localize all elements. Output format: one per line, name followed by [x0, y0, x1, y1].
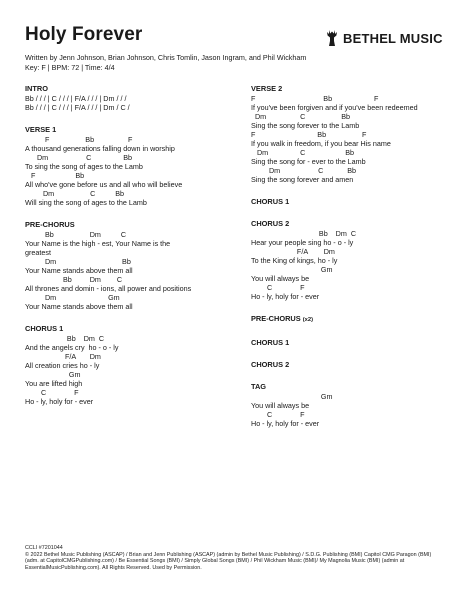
lyric-chord-line: Sing the song forever to the Lamb	[251, 121, 360, 130]
lyric-chord-line: Gm	[251, 265, 333, 274]
section-title	[25, 324, 240, 333]
section-title	[25, 84, 240, 93]
section-title	[251, 382, 466, 391]
song-section	[251, 360, 466, 369]
section-title-text: VERSE 1	[25, 125, 57, 134]
lyric-chord-line: To sing the song of ages to the Lamb	[25, 162, 143, 171]
lyric-chord-line: If you've been forgiven and if you've been redeemed	[251, 103, 418, 112]
lyric-chord-line: Your Name stands above them all	[25, 266, 133, 275]
lyric-chord-line: Dm C Bb	[251, 148, 355, 157]
lyric-chord-line: Dm Bb	[25, 257, 131, 266]
lyric-chord-line: Gm	[251, 392, 333, 401]
lyric-chord-line: F/A Dm	[25, 352, 101, 361]
lyric-chord-line: Bb / / / | C / / / | F/A / / / | Dm / / /	[25, 94, 127, 103]
section-title-text: VERSE 2	[251, 84, 283, 93]
section-title	[251, 219, 466, 228]
lyric-chord-line: Hear your people sing ho - o - ly	[251, 238, 354, 247]
lyric-chord-line: F Bb F	[251, 130, 367, 139]
lyric-chord-line: Will sing the song of ages to the Lamb	[25, 198, 147, 207]
lyric-chord-line: Sing the song for - ever to the Lamb	[251, 157, 366, 166]
left-column	[25, 84, 240, 419]
lyric-chord-line: All creation cries ho - ly	[25, 361, 100, 370]
section-title	[25, 125, 240, 134]
section-title	[251, 338, 466, 347]
section-title	[251, 84, 466, 93]
copyright-line: EssentialMusicPublishing.com). All Rights Reserved. Used by Permission.	[25, 564, 202, 571]
lyric-chord-line: Sing the song forever and amen	[251, 175, 354, 184]
bethel-music-logo	[325, 29, 443, 47]
brand-name: BETHEL MUSIC	[343, 30, 443, 46]
lyric-chord-line: Dm C Bb	[251, 112, 351, 121]
song-section	[25, 220, 240, 311]
right-column	[251, 84, 466, 441]
section-title	[251, 314, 466, 325]
lyric-chord-line: Bb Dm C	[25, 230, 127, 239]
section-title-text: PRE-CHORUS	[251, 314, 301, 323]
lyric-chord-line: Your Name is the high - est, Your Name is the	[25, 239, 171, 248]
key-bpm-time: Key: F | BPM: 72 | Time: 4/4	[25, 63, 115, 72]
lyric-chord-line: F Bb	[25, 171, 85, 180]
deer-antler-icon	[325, 29, 339, 47]
section-title-text: CHORUS 1	[251, 338, 290, 347]
song-section	[251, 338, 466, 347]
lyric-chord-line: Bb / / / | C / / / | F/A / / / | Dm / C /	[25, 103, 130, 112]
lyric-chord-line: Bb Dm C	[25, 275, 123, 284]
section-title-text: PRE-CHORUS	[25, 220, 75, 229]
section-title-text: CHORUS 2	[251, 219, 290, 228]
writers-credit: Written by Jenn Johnson, Brian Johnson, Chris Tomlin, Jason Ingram, and Phil Wickham	[25, 53, 307, 62]
lyric-chord-line: A thousand generations falling down in worship	[25, 144, 175, 153]
lyric-chord-line: Bb Dm C	[25, 334, 105, 343]
lyric-chord-line: To the King of kings, ho - ly	[251, 256, 338, 265]
song-section	[251, 314, 466, 325]
lyric-chord-line: You will always be	[251, 401, 310, 410]
lyric-chord-line: Bb Dm C	[251, 229, 357, 238]
lyric-chord-line: C F	[251, 410, 305, 419]
lyric-chord-line: You are lifted high	[25, 379, 83, 388]
lyric-chord-line: And the angels cry ho - o - ly	[25, 343, 119, 352]
lyric-chord-line: Gm	[25, 370, 81, 379]
song-section	[25, 84, 240, 112]
song-section	[251, 197, 466, 206]
lyric-chord-line: Dm C Bb	[25, 153, 133, 162]
lyric-chord-line: All thrones and domin - ions, all power and positions	[25, 284, 192, 293]
section-title-text: CHORUS 1	[251, 197, 290, 206]
lyric-chord-line: F Bb F	[251, 94, 379, 103]
lyric-chord-line: greatest	[25, 248, 51, 257]
song-section	[251, 219, 466, 301]
copyright-line: (adm. at CapitolCMGPublishing.com) / Be Essential Songs (BMI) / Simply Global Songs (BMI) / Phil Wickham Music (BMI)/ My Magnolia Music (BMI) (admin at	[25, 558, 405, 565]
lyric-chord-line: Your Name stands above them all	[25, 302, 133, 311]
lyric-chord-line: Ho - ly, holy for - ever	[251, 292, 320, 301]
song-section	[25, 125, 240, 207]
song-section	[25, 324, 240, 406]
copyright-line: © 2022 Bethel Music Publishing (ASCAP) / Brian and Jenn Publishing (ASCAP) (admin by Bethel Music Publishing) / S.D.G. Publishing (BMI) Capitol CMG Paragon (BMI)	[25, 551, 432, 558]
song-section	[251, 382, 466, 428]
copyright-footer	[25, 545, 455, 571]
section-title-text: INTRO	[25, 84, 48, 93]
section-title	[251, 360, 466, 369]
section-title	[25, 220, 240, 229]
section-title-text: CHORUS 2	[251, 360, 290, 369]
section-repeat-marker: (x2)	[302, 317, 314, 323]
song-section	[251, 84, 466, 184]
lyric-chord-line: Ho - ly, holy for - ever	[25, 397, 94, 406]
ccli-number: CCLI #7201044	[25, 545, 63, 551]
lyric-chord-line: C F	[251, 283, 305, 292]
song-title: Holy Forever	[25, 24, 143, 45]
section-title	[251, 197, 466, 206]
lyric-chord-line: Dm Gm	[25, 293, 120, 302]
section-title-text: CHORUS 1	[25, 324, 64, 333]
lyric-chord-line: F Bb F	[25, 135, 133, 144]
lyric-chord-line: C F	[25, 388, 79, 397]
lyric-chord-line: F/A Dm	[251, 247, 335, 256]
lyric-chord-line: Dm C Bb	[251, 166, 357, 175]
lyric-chord-line: Ho - ly, holy for - ever	[251, 419, 320, 428]
lyric-chord-line: You will always be	[251, 274, 310, 283]
lyric-chord-line: Dm C Bb	[25, 189, 125, 198]
lyric-chord-line: If you walk in freedom, if you bear His name	[251, 139, 391, 148]
section-title-text: TAG	[251, 382, 267, 391]
lyric-chord-line: All who've gone before us and all who will believe	[25, 180, 183, 189]
